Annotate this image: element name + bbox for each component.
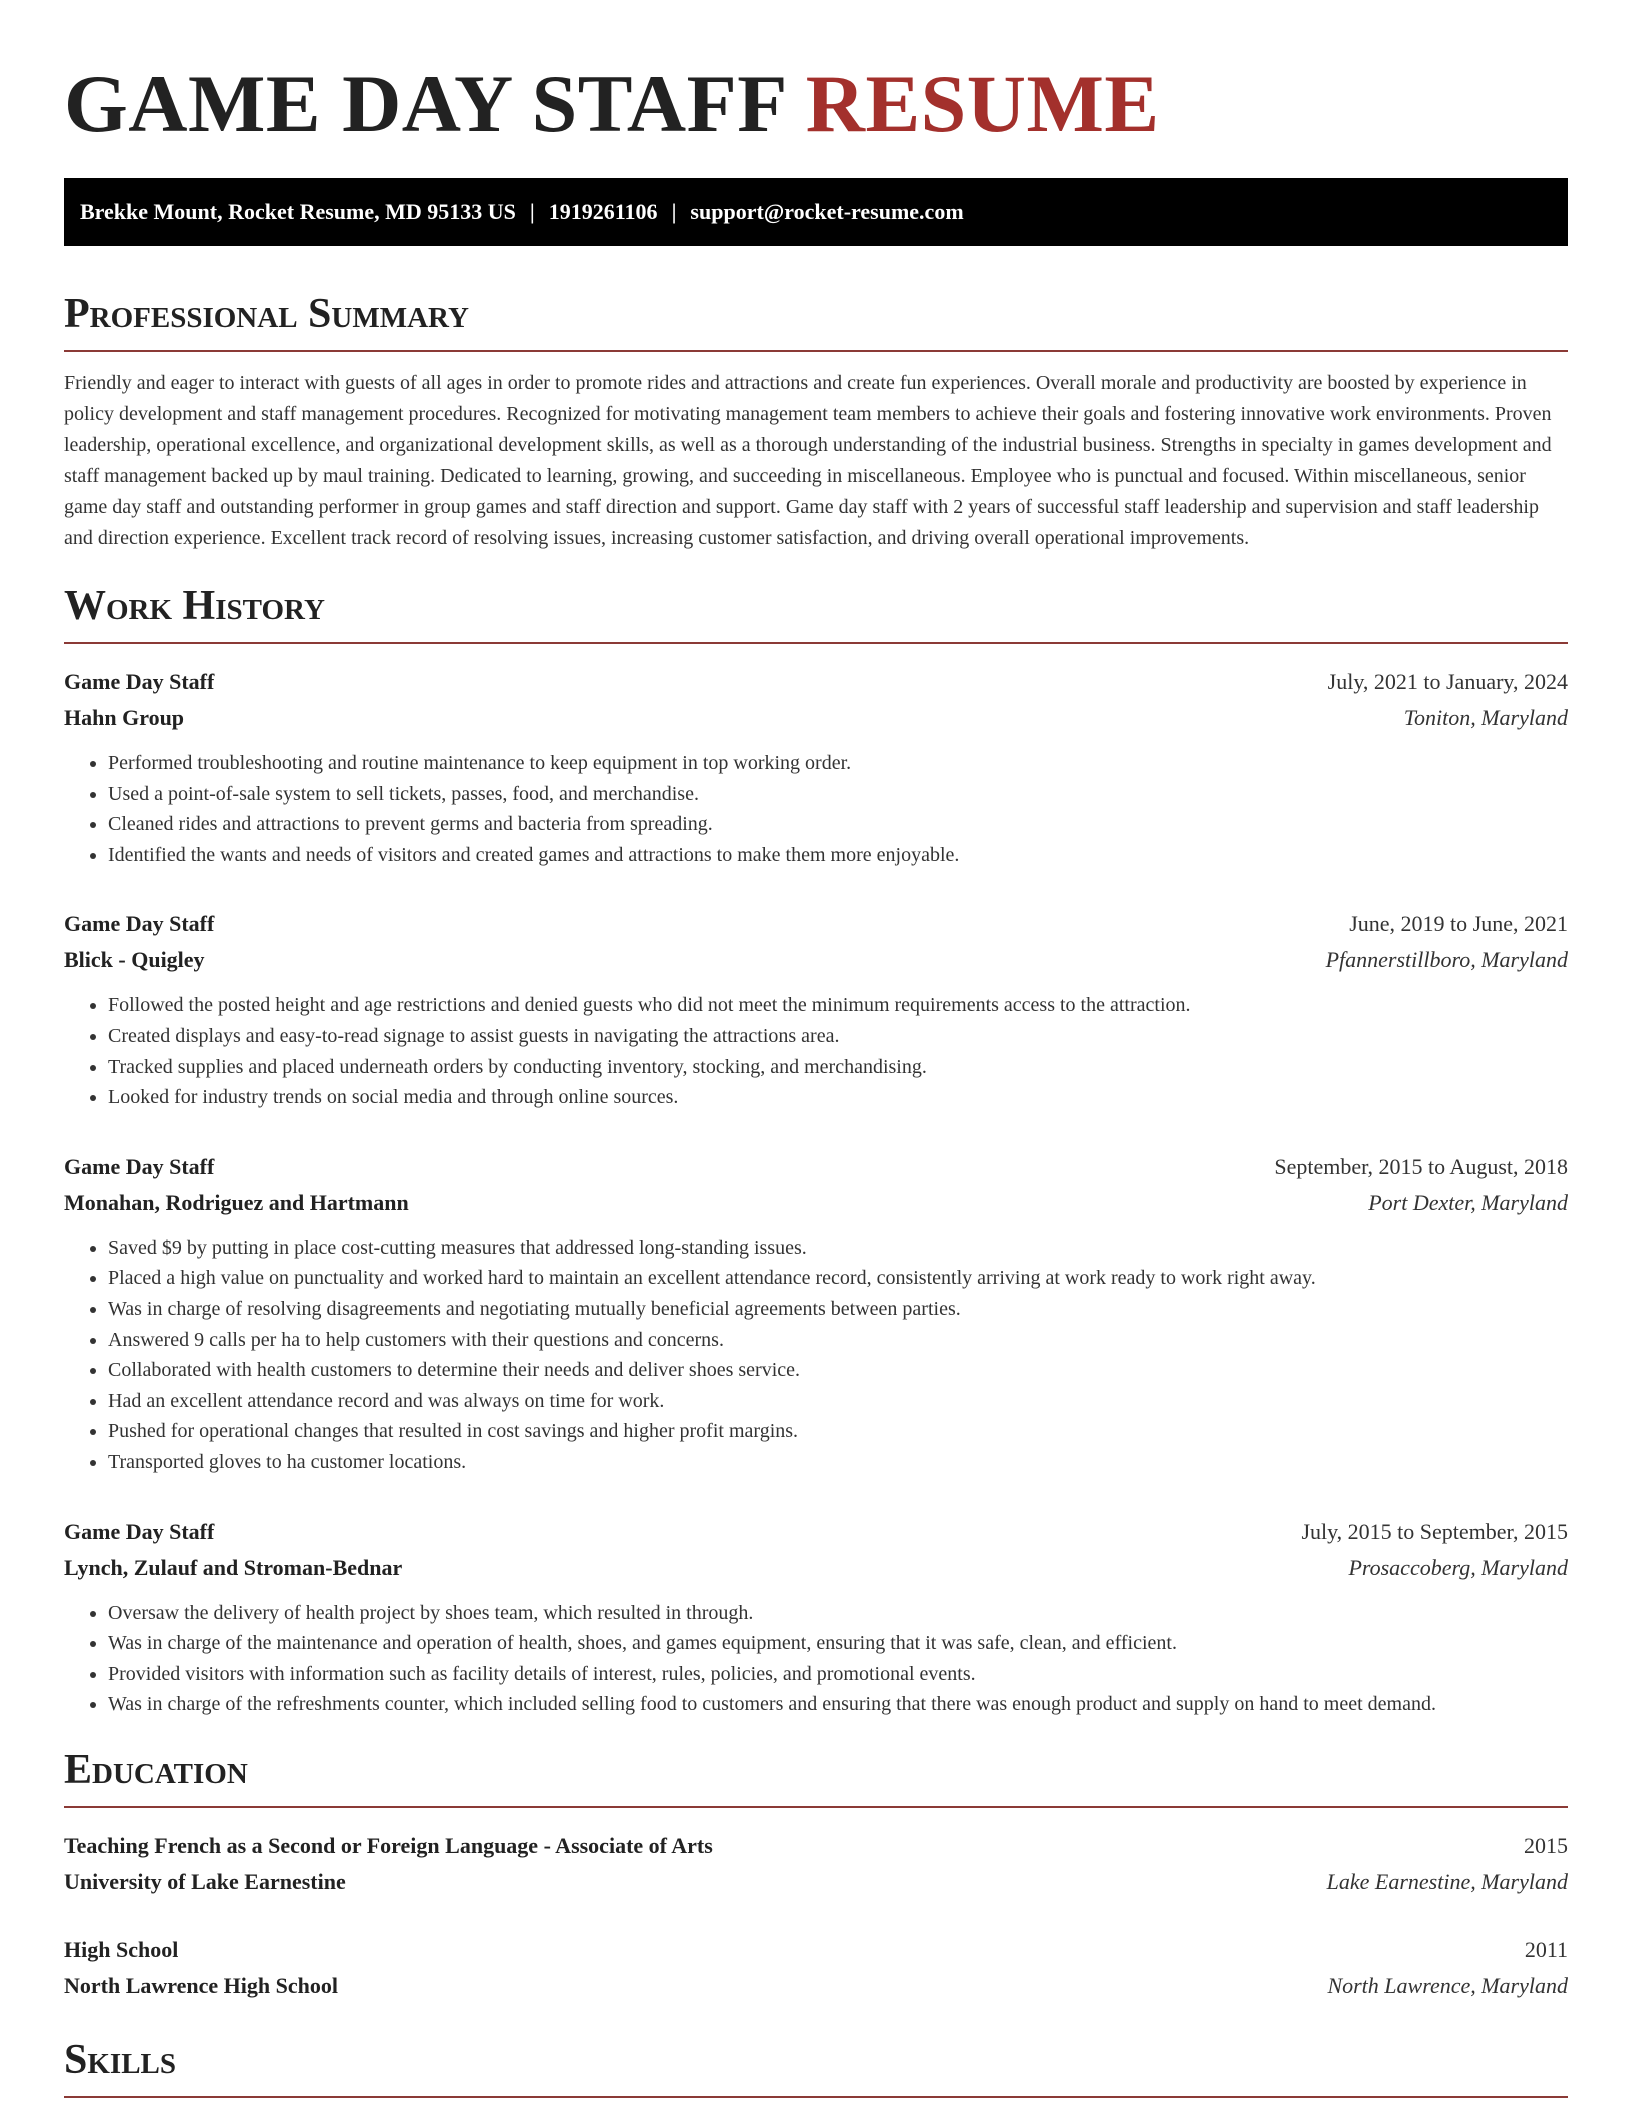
education-degree: High School [64, 1936, 179, 1962]
job-bullet: • Was in charge of the maintenance and operation of health, shoes, and games equipment, ensuring that it was safe, clean, and efficient. [108, 1628, 1568, 1659]
job-entry [64, 664, 1568, 870]
job-bullet: • Placed a high value on punctuality and worked hard to maintain an excellent attendance record, consistently arriving at work ready to work right away. [108, 1263, 1568, 1294]
education-year: 2015 [1524, 1832, 1568, 1858]
professional-summary-section [64, 288, 1568, 554]
job-bullet: • Used a point-of-sale system to sell tickets, passes, food, and merchandise. [108, 779, 1568, 810]
resume-page [64, 0, 1568, 2098]
job-company: Hahn Group [64, 705, 185, 730]
section-heading-work-history: Work History [64, 580, 1568, 644]
job-company: Blick - Quigley [64, 947, 205, 973]
education-degree: Teaching French as a Second or Foreign Language - Associate of Arts [64, 1832, 713, 1858]
job-title: Game Day Staff [64, 1153, 215, 1179]
contact-separator: | [529, 199, 535, 224]
job-bullet: • Cleaned rides and attractions to prevent germs and bacteria from spreading. [108, 809, 1568, 840]
resume-title [64, 56, 1568, 152]
job-company-row [64, 700, 1568, 736]
job-company-row [64, 942, 1568, 978]
job-location: Prosaccoberg, Maryland [1348, 1554, 1568, 1580]
job-bullet: • Tracked supplies and placed underneath orders by conducting inventory, stocking, and merchandising. [108, 1052, 1568, 1083]
job-bullet: • Was in charge of resolving disagreements and negotiating mutually beneficial agreements between parties. [108, 1294, 1568, 1325]
education-entry [64, 1828, 1568, 1900]
job-entry [64, 1149, 1568, 1478]
job-location: Pfannerstillboro, Maryland [1325, 947, 1568, 973]
job-bullet-list [64, 748, 1568, 870]
summary-text: Friendly and eager to interact with guests of all ages in order to promote rides and attractions and create fun experiences. Overall morale and productivity are boosted by experience in policy development and staff management procedures. Recognized for motivating management team members to achieve their goals and fostering innovative work environments. Proven leadership, operational excellence, and organizational development skills, as well as a thorough understanding of the industrial business. Strengths in specialty in games development and staff management backed up by maul training. Dedicated to learning, growing, and succeeding in miscellaneous. Employee who is punctual and focused. Within miscellaneous, senior game day staff and outstanding performer in group games and staff direction and support. Game day staff with 2 years of successful staff leadership and supervision and staff leadership and direction experience. Excellent track record of resolving issues, increasing customer satisfaction, and driving overall operational improvements. [64, 372, 1552, 549]
job-dates: July, 2015 to September, 2015 [1301, 1518, 1568, 1544]
job-title: Game Day Staff [64, 1518, 215, 1544]
job-bullet: • Answered 9 calls per ha to help customers with their questions and concerns. [108, 1325, 1568, 1356]
contact-address: Brekke Mount, Rocket Resume, MD 95133 US [80, 199, 516, 224]
job-entry [64, 906, 1568, 1112]
job-location: Toniton, Maryland [1403, 705, 1568, 730]
job-company: Monahan, Rodriguez and Hartmann [64, 1189, 409, 1215]
education-degree-row [64, 1828, 1568, 1864]
contact-phone: 1919261106 [548, 199, 658, 224]
job-bullet-list [64, 1233, 1568, 1478]
contact-separator: | [671, 199, 677, 224]
job-entry [64, 1514, 1568, 1720]
job-title: Game Day Staff [64, 669, 215, 694]
job-bullet: • Collaborated with health customers to determine their needs and deliver shoes service. [108, 1355, 1568, 1386]
job-bullet: • Provided visitors with information such as facility details of interest, rules, policies, and promotional events. [108, 1659, 1568, 1690]
job-bullet: • Oversaw the delivery of health project by shoes team, which resulted in through. [108, 1598, 1568, 1629]
education-degree-row [64, 1932, 1568, 1968]
education-entry [64, 1932, 1568, 2004]
education-year: 2011 [1524, 1936, 1568, 1962]
skills-section [64, 2034, 1568, 2098]
job-company-row [64, 1185, 1568, 1221]
job-bullet: • Looked for industry trends on social media and through online sources. [108, 1082, 1568, 1113]
job-header-row [64, 1514, 1568, 1550]
education-school: University of Lake Earnestine [64, 1868, 346, 1894]
job-bullet: • Pushed for operational changes that resulted in cost savings and higher profit margins. [108, 1416, 1568, 1447]
job-bullet-list [64, 1598, 1568, 1720]
job-header-row [64, 1149, 1568, 1185]
job-bullet: • Identified the wants and needs of visitors and created games and attractions to make them more enjoyable. [108, 840, 1568, 871]
job-company: Lynch, Zulauf and Stroman-Bednar [64, 1554, 403, 1580]
job-bullet: • Was in charge of the refreshments counter, which included selling food to customers and ensuring that there was enough product and supply on hand to meet demand. [108, 1689, 1568, 1720]
job-dates: June, 2019 to June, 2021 [1349, 911, 1568, 937]
job-location: Port Dexter, Maryland [1368, 1189, 1568, 1215]
contact-bar [64, 178, 1568, 246]
work-history-section [64, 580, 1568, 1720]
section-heading-skills: Skills [64, 2034, 1568, 2098]
job-bullet: • Saved $9 by putting in place cost-cutting measures that addressed long-standing issues. [108, 1233, 1568, 1264]
title-main: GAME DAY STAFF [64, 58, 785, 149]
education-section [64, 1744, 1568, 2004]
section-heading-education: Education [64, 1744, 1568, 1808]
job-bullet: • Had an excellent attendance record and was always on time for work. [108, 1386, 1568, 1417]
job-header-row [64, 664, 1568, 700]
job-dates: July, 2021 to January, 2024 [1327, 669, 1568, 694]
education-location: Lake Earnestine, Maryland [1326, 1868, 1568, 1894]
job-bullet: • Followed the posted height and age restrictions and denied guests who did not meet the minimum requirements access to the attraction. [108, 990, 1568, 1021]
job-bullet: • Transported gloves to ha customer locations. [108, 1447, 1568, 1478]
title-accent: RESUME [805, 58, 1160, 149]
job-bullet: • Created displays and easy-to-read signage to assist guests in navigating the attractions area. [108, 1021, 1568, 1052]
section-heading-summary: Professional Summary [64, 288, 1568, 352]
education-school-row [64, 1968, 1568, 2004]
job-title: Game Day Staff [64, 911, 215, 937]
job-company-row [64, 1550, 1568, 1586]
education-school: North Lawrence High School [64, 1972, 338, 1998]
job-bullet-list [64, 990, 1568, 1112]
education-location: North Lawrence, Maryland [1327, 1972, 1568, 1998]
education-school-row [64, 1864, 1568, 1900]
job-header-row [64, 906, 1568, 942]
job-bullet: • Performed troubleshooting and routine maintenance to keep equipment in top working order. [108, 748, 1568, 779]
contact-email: support@rocket-resume.com [690, 199, 964, 224]
job-dates: September, 2015 to August, 2018 [1274, 1153, 1568, 1179]
